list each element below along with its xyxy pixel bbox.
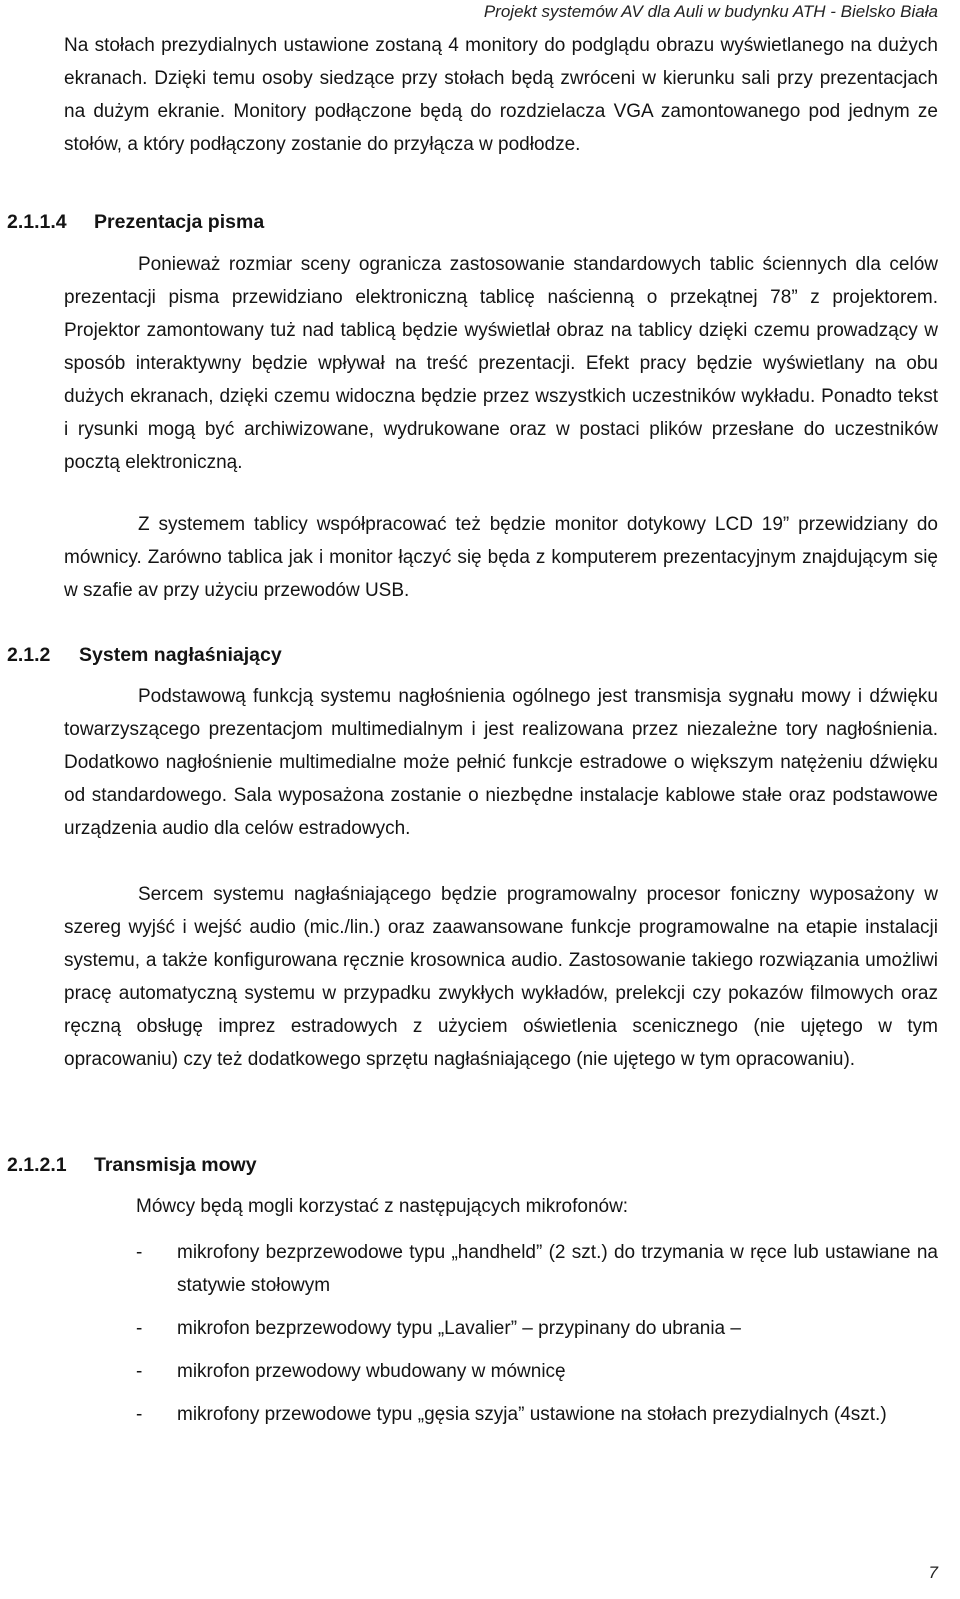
list-item [136, 1312, 938, 1345]
list-item-text: mikrofon przewodowy wbudowany w mównicę [177, 1361, 566, 1382]
section-title: Prezentacja pisma [94, 211, 265, 233]
list-dash: - [136, 1404, 143, 1425]
list-item-text: mikrofony przewodowe typu „gęsia szyja” ustawione na stołach prezydialnych (4szt.) [177, 1404, 887, 1425]
list-dash: - [136, 1318, 143, 1339]
paragraph-tablica: Ponieważ rozmiar sceny ogranicza zastosowanie standardowych tablic ściennych dla celów prezentacji pisma przewidziano elektroniczną tablicę naścienną o przekątnej 78” z projektorem. Projektor zamontowany tuż nad tablicą będzie wyświetlał obraz na tablicy dzięki czemu prowadzący w sposób interaktywny będzie wpływał na treść prezentacji. Efekt pracy będzie wyświetlany na obu dużych ekranach, dzięki czemu widoczna będzie przez wszystkich uczestników wykładu. Ponadto tekst i rysunki mogą być archiwizowane, wydrukowane oraz w postaci plików przesłane do uczestników pocztą elektroniczną. [64, 254, 938, 473]
list-item-text: mikrofony bezprzewodowe typu „handheld” (2 szt.) do trzymania w ręce lub ustawiane na statywie stołowym [177, 1242, 938, 1296]
running-header: Projekt systemów AV dla Auli w budynku ATH - Bielsko Biała [483, 2, 938, 21]
list-item-text: mikrofon bezprzewodowy typu „Lavalier” – przypinany do ubrania – [177, 1318, 741, 1339]
section-title: System nagłaśniający [79, 644, 282, 666]
paragraph-monitor-dotykowy: Z systemem tablicy współpracować też będzie monitor dotykowy LCD 19” przewidziany do mównicy. Zarówno tablica jak i monitor łączyć się będa z komputerem prezentacyjnym znajdującym się w szafie av przy użyciu przewodów USB. [64, 514, 938, 601]
list-dash: - [136, 1242, 143, 1263]
paragraph-naglosnienie: Podstawową funkcją systemu nagłośnienia ogólnego jest transmisja sygnału mowy i dźwięku towarzyszącego prezentacjom multimedialnym i jest realizowana przez niezależne tory nagłośnienia. Dodatkowo nagłośnienie multimedialne może pełnić funkcje estradowe o większym natężeniu dźwięku od standardowego. Sala wyposażona zostanie o niezbędne instalacje kablowe stałe oraz podstawowe urządzenia audio dla celów estradowych. [64, 686, 938, 839]
paragraph-procesor: Sercem systemu nagłaśniającego będzie programowalny procesor foniczny wyposażony w szereg wyjść i wejść audio (mic./lin.) oraz zaawansowane funkcje programowalne na etapie instalacji systemu, a także konfigurowana ręcznie krosownica audio. Zastosowanie takiego rozwiązania umożliwi pracę automatyczną systemu w przypadku zwykłych wykładów, prelekcji czy pokazów filmowych oraz ręczną obsługę imprez estradowych z użyciem oświetlenia scenicznego (nie ujętego w tym opracowaniu) czy też dodatkowego sprzętu nagłaśniającego (nie ujętego w tym opracowaniu). [64, 884, 938, 1070]
list-item [136, 1236, 938, 1302]
page-number: 7 [928, 1563, 938, 1582]
list-item [136, 1355, 938, 1388]
microphones-intro: Mówcy będą mogli korzystać z następujących mikrofonów: [136, 1196, 629, 1217]
section-heading-2114 [7, 211, 264, 234]
section-heading-212 [7, 644, 282, 667]
section-number: 2.1.2.1 [7, 1154, 67, 1176]
section-heading-2121 [7, 1154, 257, 1177]
section-number: 2.1.2 [7, 644, 51, 666]
intro-paragraph: Na stołach prezydialnych ustawione zostaną 4 monitory do podglądu obrazu wyświetlanego na dużych ekranach. Dzięki temu osoby siedzące przy stołach będą zwróceni w kierunku sali przy prezentacjach na dużym ekranie. Monitory podłączone będą do rozdzielacza VGA zamontowanego pod jednym ze stołów, a który podłączony zostanie do przyłącza w podłodze. [64, 35, 938, 155]
section-number: 2.1.1.4 [7, 211, 67, 233]
section-title: Transmisja mowy [94, 1154, 257, 1176]
list-item [136, 1398, 938, 1431]
list-dash: - [136, 1361, 143, 1382]
